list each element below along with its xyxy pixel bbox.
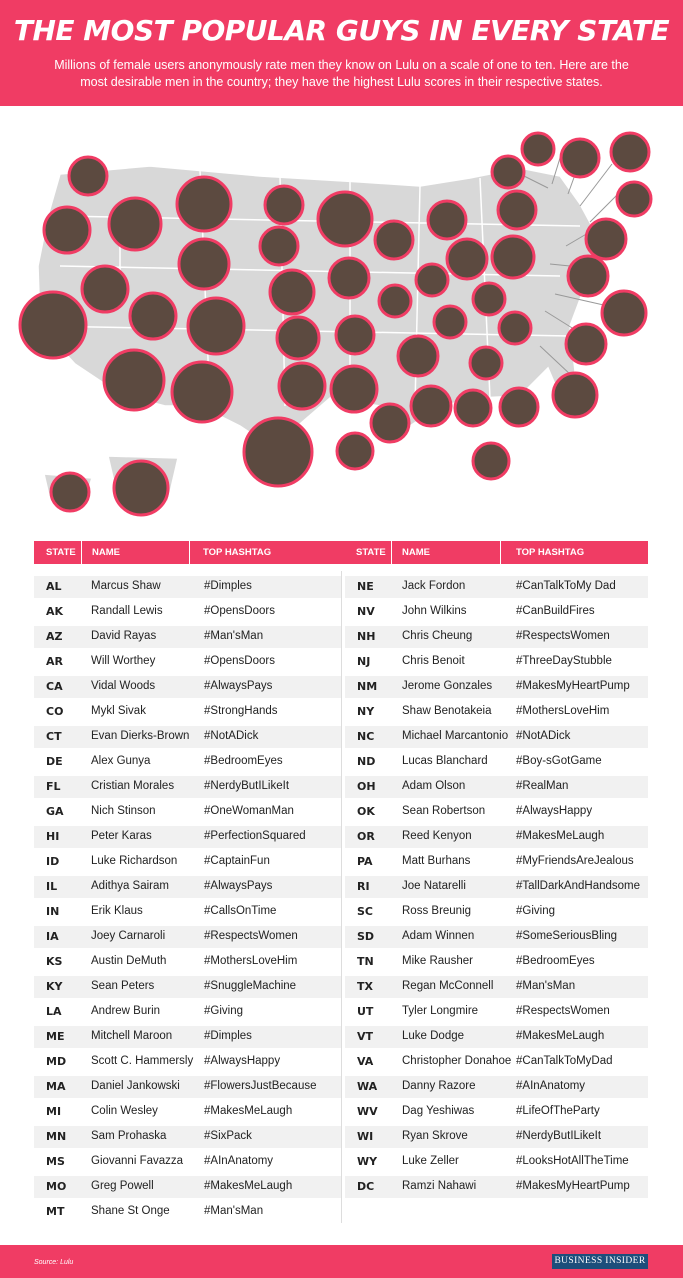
person-name: Marcus Shaw — [91, 580, 161, 592]
person-name: Luke Dodge — [402, 1030, 465, 1042]
table-row — [34, 926, 341, 948]
table-row — [34, 976, 341, 998]
state-abbrev: WI — [357, 1130, 374, 1143]
person-name: Shane St Onge — [91, 1205, 170, 1217]
table-row — [345, 1126, 648, 1148]
table-row — [345, 951, 648, 973]
table-row — [345, 651, 648, 673]
state-abbrev: DE — [46, 755, 63, 768]
state-abbrev: WY — [357, 1155, 378, 1168]
table-row — [34, 701, 341, 723]
state-abbrev: ND — [357, 755, 376, 768]
person-name: Shaw Benotakeia — [402, 705, 492, 717]
header-divider — [500, 541, 501, 564]
table-row — [345, 976, 648, 998]
top-hashtag: #StrongHands — [204, 705, 278, 717]
top-hashtag: #Giving — [516, 905, 555, 917]
table-row — [34, 676, 341, 698]
person-name: Matt Burhans — [402, 855, 471, 867]
page-subtitle: Millions of female users anonymously rate men they know on Lulu on a scale of one to ten. Here are the most desirable men in the country; they have the highest Lulu scores in their respective states. — [54, 58, 629, 89]
state-abbrev: IL — [46, 880, 58, 893]
table-header — [34, 541, 648, 564]
top-hashtag: #CanBuildFires — [516, 605, 595, 617]
top-hashtag: #BedroomEyes — [516, 955, 595, 967]
person-name: Ross Breunig — [402, 905, 472, 917]
state-abbrev: DC — [357, 1180, 375, 1193]
top-hashtag: #NerdyButILikeIt — [204, 780, 290, 792]
state-abbrev: IA — [46, 930, 59, 943]
person-name: Christopher Donahoe — [402, 1055, 512, 1067]
person-name: Reed Kenyon — [402, 830, 472, 842]
top-hashtag: #LifeOfTheParty — [516, 1105, 600, 1117]
top-hashtag: #CanTalkToMy Dad — [516, 580, 616, 592]
state-abbrev: NE — [357, 580, 374, 593]
state-abbrev: NC — [357, 730, 375, 743]
top-hashtag: #MakesMeLaugh — [204, 1180, 293, 1192]
state-abbrev: MS — [46, 1155, 65, 1168]
table-row — [345, 901, 648, 923]
state-abbrev: OH — [357, 780, 376, 793]
person-name: Mykl Sivak — [91, 705, 146, 717]
person-name: Will Worthey — [91, 655, 156, 667]
state-abbrev: VA — [357, 1055, 374, 1068]
state-abbrev: MN — [46, 1130, 67, 1143]
person-name: Tyler Longmire — [402, 1005, 479, 1017]
top-hashtag: #OneWomanMan — [204, 805, 294, 817]
person-name: Randall Lewis — [91, 605, 163, 617]
person-name: Ryan Skrove — [402, 1130, 468, 1142]
top-hashtag: #RespectsWomen — [516, 630, 610, 642]
person-name: Regan McConnell — [402, 980, 494, 992]
person-name: Colin Wesley — [91, 1105, 158, 1117]
person-name: Austin DeMuth — [91, 955, 167, 967]
header-hashtag-left: TOP HASHTAG — [203, 547, 272, 558]
header-hashtag-right: TOP HASHTAG — [516, 547, 585, 558]
person-name: Ramzi Nahawi — [402, 1180, 477, 1192]
top-hashtag: #MakesMeLaugh — [204, 1105, 293, 1117]
state-abbrev: CT — [46, 730, 62, 743]
table-row — [34, 1126, 341, 1148]
state-abbrev: AR — [46, 655, 63, 668]
table-row — [34, 1051, 341, 1073]
person-name: David Rayas — [91, 630, 157, 642]
state-abbrev: KS — [46, 955, 63, 968]
person-name: Greg Powell — [91, 1180, 154, 1192]
top-hashtag: #MothersLoveHim — [204, 955, 298, 967]
table-row — [345, 801, 648, 823]
table-row — [34, 576, 341, 598]
table-row — [34, 776, 341, 798]
person-name: Dag Yeshiwas — [402, 1105, 475, 1117]
person-name: Chris Cheung — [402, 630, 473, 642]
person-name: Joe Natarelli — [402, 880, 466, 892]
state-abbrev: AK — [46, 605, 64, 618]
state-abbrev: GA — [46, 805, 64, 818]
table-row — [345, 1051, 648, 1073]
table-row — [345, 876, 648, 898]
person-name: Jerome Gonzales — [402, 680, 493, 692]
top-hashtag: #OpensDoors — [204, 655, 275, 667]
header-divider — [81, 541, 82, 564]
table-row — [345, 1001, 648, 1023]
table-row — [345, 676, 648, 698]
person-name: Mitchell Maroon — [91, 1030, 173, 1042]
state-abbrev: TN — [357, 955, 374, 968]
table-row — [345, 601, 648, 623]
state-abbrev: IN — [46, 905, 60, 918]
header-divider — [189, 541, 190, 564]
top-hashtag: #PerfectionSquared — [204, 830, 306, 842]
top-hashtag: #MakesMyHeartPump — [516, 1180, 630, 1192]
top-hashtag: #FlowersJustBecause — [204, 1080, 317, 1092]
state-abbrev: NM — [357, 680, 378, 693]
top-hashtag: #MyFriendsAreJealous — [516, 855, 634, 867]
person-name: Lucas Blanchard — [402, 755, 488, 767]
table-row — [345, 926, 648, 948]
header-state-right: STATE — [356, 547, 386, 558]
state-abbrev: ID — [46, 855, 60, 868]
state-abbrev: HI — [46, 830, 60, 843]
state-abbrev: TX — [357, 980, 373, 993]
state-abbrev: AZ — [46, 630, 63, 643]
state-abbrev: WV — [357, 1105, 378, 1118]
table-row — [34, 826, 341, 848]
table-row — [345, 751, 648, 773]
top-hashtag: #RespectsWomen — [516, 1005, 610, 1017]
top-hashtag: #RealMan — [516, 780, 569, 792]
table-row — [34, 1151, 341, 1173]
top-hashtag: #MakesMeLaugh — [516, 830, 605, 842]
header-state-left: STATE — [46, 547, 76, 558]
top-hashtag: #Dimples — [204, 1030, 252, 1042]
top-hashtag: #BedroomEyes — [204, 755, 283, 767]
state-abbrev: LA — [46, 1005, 62, 1018]
table-row — [34, 851, 341, 873]
state-abbrev: MT — [46, 1205, 65, 1218]
state-abbrev: MO — [46, 1180, 67, 1193]
state-abbrev: NH — [357, 630, 376, 643]
table-row — [34, 801, 341, 823]
business-insider-logo: BUSINESS INSIDER — [552, 1254, 648, 1269]
top-hashtag: #ThreeDayStubble — [516, 655, 612, 667]
table-row — [345, 826, 648, 848]
table-row — [345, 851, 648, 873]
state-abbrev: RI — [357, 880, 370, 893]
person-name: Andrew Burin — [91, 1005, 161, 1017]
person-name: Giovanni Favazza — [91, 1155, 184, 1167]
person-name: Danny Razore — [402, 1080, 476, 1092]
us-map-graphic — [0, 106, 683, 536]
top-hashtag: #CanTalkToMyDad — [516, 1055, 613, 1067]
top-hashtag: #LooksHotAllTheTime — [516, 1155, 629, 1167]
top-hashtag: #AlwaysPays — [204, 680, 273, 692]
top-hashtag: #TallDarkAndHandsome — [516, 880, 641, 892]
person-name: Sean Peters — [91, 980, 155, 992]
state-abbrev: VT — [357, 1030, 374, 1043]
person-name: Joey Carnaroli — [91, 930, 166, 942]
table-row — [34, 726, 341, 748]
table-row — [34, 651, 341, 673]
top-hashtag: #OpensDoors — [204, 605, 275, 617]
person-name: John Wilkins — [402, 605, 467, 617]
header-banner — [0, 0, 683, 106]
person-name: Mike Rausher — [402, 955, 473, 967]
state-abbrev: MI — [46, 1105, 62, 1118]
state-abbrev: CO — [46, 705, 64, 718]
top-hashtag: #Boy-sGotGame — [516, 755, 602, 767]
footer-banner — [0, 1245, 683, 1278]
table-row — [34, 601, 341, 623]
top-hashtag: #Dimples — [204, 580, 252, 592]
top-hashtag: #MakesMeLaugh — [516, 1030, 605, 1042]
person-name: Vidal Woods — [91, 680, 156, 692]
top-hashtag: #Man'sMan — [204, 630, 264, 642]
table-row — [34, 626, 341, 648]
state-abbrev: MD — [46, 1055, 67, 1068]
person-name: Peter Karas — [91, 830, 152, 842]
state-abbrev: KY — [46, 980, 63, 993]
table-row — [345, 1151, 648, 1173]
top-hashtag: #RespectsWomen — [204, 930, 298, 942]
table-row — [34, 1026, 341, 1048]
table-row — [345, 576, 648, 598]
top-hashtag: #Giving — [204, 1005, 243, 1017]
state-abbrev: NJ — [357, 655, 371, 668]
state-abbrev: SD — [357, 930, 375, 943]
table-row — [34, 1076, 341, 1098]
person-name: Michael Marcantonio — [402, 730, 509, 742]
top-hashtag: #AlwaysHappy — [516, 805, 593, 817]
source-credit: Source: Lulu — [34, 1259, 74, 1266]
person-name: Daniel Jankowski — [91, 1080, 180, 1092]
top-hashtag: #MothersLoveHim — [516, 705, 610, 717]
table-row — [345, 626, 648, 648]
top-hashtag: #Man'sMan — [204, 1205, 264, 1217]
person-name: Jack Fordon — [402, 580, 466, 592]
state-abbrev: UT — [357, 1005, 374, 1018]
table-row — [345, 1176, 648, 1198]
top-hashtag: #NotADick — [204, 730, 259, 742]
state-abbrev: NY — [357, 705, 375, 718]
person-name: Luke Richardson — [91, 855, 178, 867]
person-name: Erik Klaus — [91, 905, 143, 917]
state-abbrev: MA — [46, 1080, 66, 1093]
table-row — [34, 876, 341, 898]
person-name: Evan Dierks-Brown — [91, 730, 190, 742]
state-abbrev: AL — [46, 580, 62, 593]
table-row — [345, 1076, 648, 1098]
table-row — [34, 901, 341, 923]
top-hashtag: #AlwaysHappy — [204, 1055, 281, 1067]
top-hashtag: #CaptainFun — [204, 855, 270, 867]
header-divider — [391, 541, 392, 564]
table-row — [345, 1026, 648, 1048]
top-hashtag: #SixPack — [204, 1130, 252, 1142]
table-row — [345, 1101, 648, 1123]
person-name: Adithya Sairam — [91, 880, 169, 892]
table-row — [34, 951, 341, 973]
top-hashtag: #MakesMyHeartPump — [516, 680, 630, 692]
person-name: Sam Prohaska — [91, 1130, 167, 1142]
top-hashtag: #AlwaysPays — [204, 880, 273, 892]
table-row — [345, 726, 648, 748]
state-abbrev: FL — [46, 780, 61, 793]
header-name-right: NAME — [402, 547, 430, 558]
person-name: Sean Robertson — [402, 805, 486, 817]
state-abbrev: CA — [46, 680, 63, 693]
top-hashtag: #AInAnatomy — [204, 1155, 274, 1167]
top-hashtag: #SnuggleMachine — [204, 980, 297, 992]
table-row — [34, 751, 341, 773]
column-divider — [341, 571, 342, 1223]
person-name: Scott C. Hammersly — [91, 1055, 194, 1067]
header-name-left: NAME — [92, 547, 120, 558]
state-abbrev: OR — [357, 830, 375, 843]
top-hashtag: #CallsOnTime — [204, 905, 277, 917]
top-hashtag: #AInAnatomy — [516, 1080, 586, 1092]
top-hashtag: #NerdyButILikeIt — [516, 1130, 602, 1142]
person-name: Nich Stinson — [91, 805, 156, 817]
state-abbrev: OK — [357, 805, 375, 818]
state-abbrev: ME — [46, 1030, 65, 1043]
person-name: Cristian Morales — [91, 780, 175, 792]
table-row — [34, 1101, 341, 1123]
state-abbrev: WA — [357, 1080, 378, 1093]
person-name: Adam Olson — [402, 780, 466, 792]
state-abbrev: SC — [357, 905, 373, 918]
state-abbrev: NV — [357, 605, 375, 618]
person-name: Alex Gunya — [91, 755, 151, 767]
person-name: Luke Zeller — [402, 1155, 459, 1167]
page-title: THE MOST POPULAR GUYS IN EVERY STATE — [13, 14, 670, 47]
table-row — [34, 1201, 341, 1223]
table-row — [34, 1176, 341, 1198]
person-name: Chris Benoit — [402, 655, 465, 667]
top-hashtag: #NotADick — [516, 730, 571, 742]
table-row — [34, 1001, 341, 1023]
person-name: Adam Winnen — [402, 930, 475, 942]
table-row — [345, 776, 648, 798]
state-abbrev: PA — [357, 855, 373, 868]
top-hashtag: #SomeSeriousBling — [516, 930, 618, 942]
table-row — [345, 701, 648, 723]
top-hashtag: #Man'sMan — [516, 980, 576, 992]
